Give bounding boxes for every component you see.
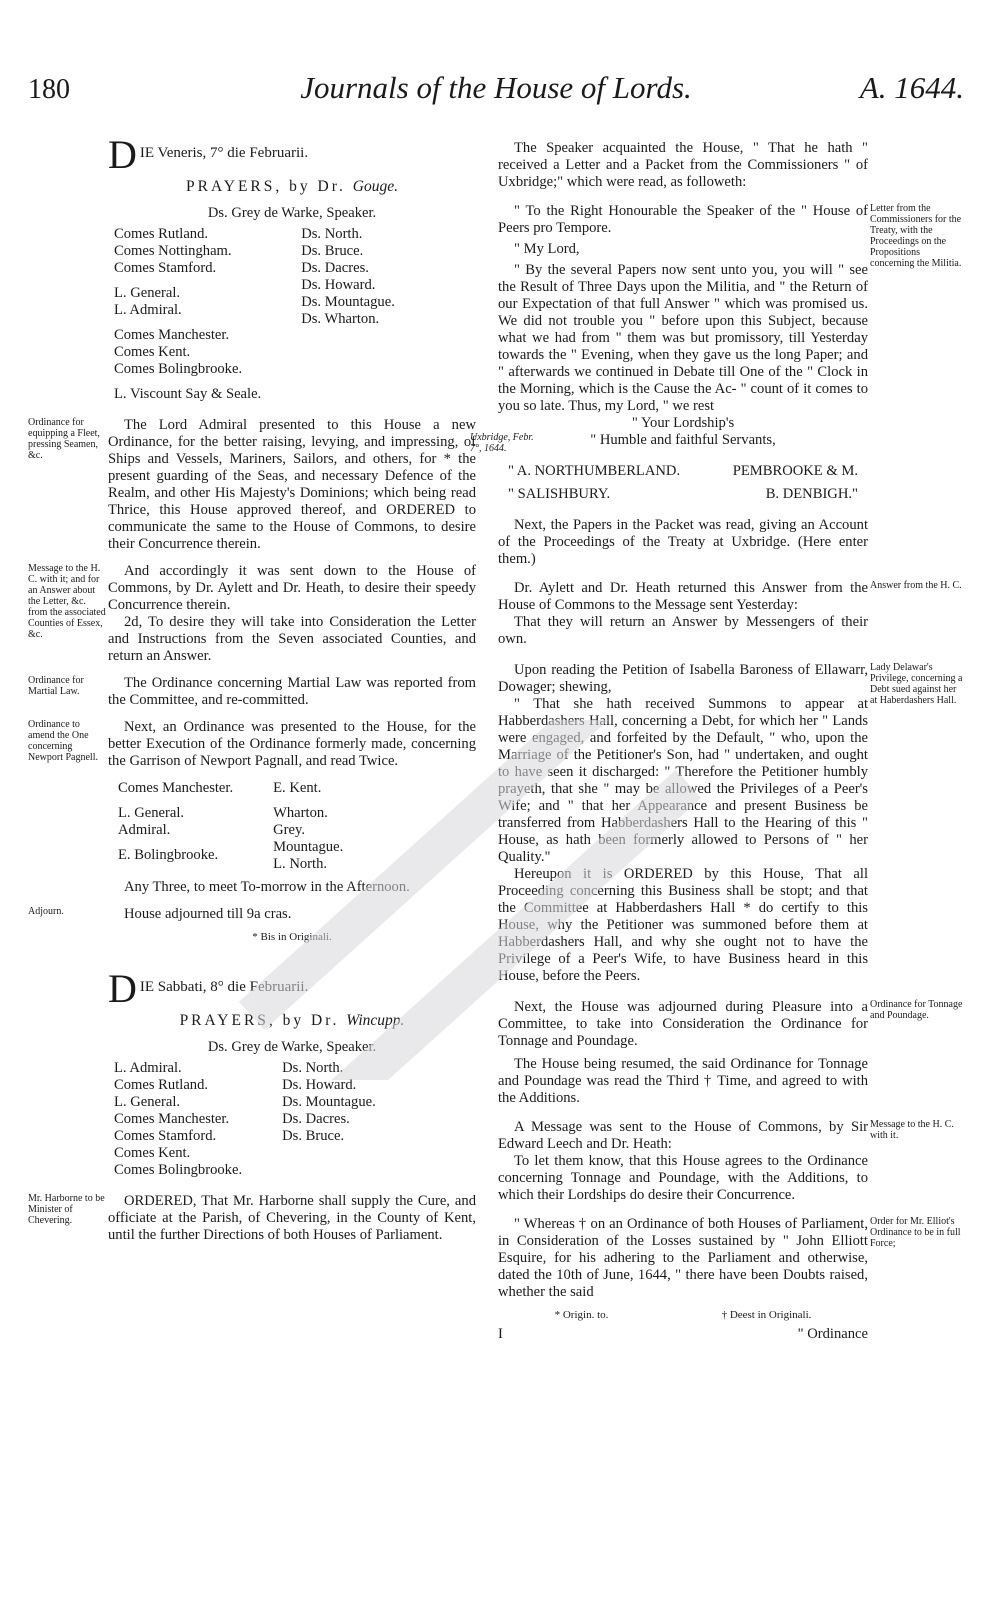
- catchword: " Ordinance: [797, 1326, 868, 1342]
- name-entry: Comes Bolingbrooke.: [114, 1162, 243, 1178]
- name-entry: Grey.: [273, 822, 305, 838]
- name-entry: [118, 797, 233, 805]
- entry-text: Next, the House was adjourned during Pleasure into a Committee, to take into Consideration the Ordinance for Tonnage and Poundage.: [498, 999, 868, 1049]
- entry-message-hc: [28, 563, 476, 665]
- name-entry: Comes Manchester.: [114, 327, 230, 343]
- entry-lady-delawar: [498, 662, 963, 985]
- entry-message-tonnage: [498, 1119, 954, 1204]
- page-foot: [498, 1326, 868, 1343]
- margin-note: Answer from the H. C.: [870, 580, 962, 591]
- margin-note: Message to the H. C. with it.: [870, 1119, 954, 1141]
- entry-text: That they will return an Answer by Messengers of their own.: [498, 614, 868, 647]
- drop-cap: D: [108, 132, 137, 177]
- signatures: " A. NORTHUMBERLAND. PEMBROOKE & M.: [508, 463, 858, 479]
- letter-body: " By the several Papers now sent unto you, you will " see the Result of Three Days upon the Militia, and " the Return of our Expectation of that full Answer " which was promised us. We did not trouble you " before upon this Subject, because what we had from " them was but promissory, till Yesterday towards the " Evening, when they gave us the long Paper; and " afterwards we continued in Debate till One of the " Clock in the Morning, which is the Cause the Ac- " count of it comes to you so late. Thus, my Lord, " we rest: [498, 262, 868, 414]
- entry-tonnage: [498, 999, 963, 1107]
- margin-note: Ordinance for Martial Law.: [28, 675, 84, 697]
- speaker-line: Ds. Grey de Warke, Speaker.: [207, 1039, 377, 1055]
- margin-note: Ordinance for equipping a Fleet, pressing Seamen, &c.: [28, 417, 100, 461]
- entry-text: House adjourned till 9a cras.: [124, 906, 292, 922]
- name-entry: [114, 277, 261, 285]
- entry-text: Dr. Aylett and Dr. Heath returned this Answer from the House of Commons to the Message sent Yesterday:: [498, 580, 868, 613]
- entry-text: The Lord Admiral presented to this House a new Ordinance, for the better raising, levying, and impressing, of Ships and Vessels, Mariners, Sailors, and others, for * the present guarding of the Seas, and necessary Defence of the Realm, and other His Majesty's Dominions; which being read Thrice, this House approved thereof, and ORDERED to communicate the same to the House of Commons, to desire their Concurrence therein.: [108, 417, 476, 552]
- entry-text: A Message was sent to the House of Commons, by Sir Edward Leech and Dr. Heath:: [498, 1119, 868, 1152]
- entry-text: Next, an Ordinance was presented to the House, for the better Execution of the Ordinance formerly made, concerning the Garrison of Newport Pagnall, and read Twice.: [108, 719, 476, 769]
- committee-list: [118, 780, 476, 873]
- name-entry: Ds. North.: [282, 1060, 344, 1076]
- name-entry: Comes Rutland.: [114, 226, 209, 242]
- prayers-line: PRAYERS, by Dr. Wincupp.: [179, 1012, 405, 1029]
- name-entry: L. Viscount Say & Seale.: [114, 386, 262, 402]
- name-entry: [114, 378, 261, 386]
- name-entry: Ds. Dacres.: [301, 260, 369, 276]
- name-entry: Comes Manchester.: [114, 1111, 230, 1127]
- name-entry: Wharton.: [273, 805, 328, 821]
- entry-adjourn: [28, 906, 476, 923]
- entry-harborne: [28, 1193, 476, 1244]
- name-entry: Ds. Mountague.: [282, 1094, 376, 1110]
- name-entry: [273, 797, 343, 805]
- margin-note: Order for Mr. Elliot's Ordinance to be in full Force;: [870, 1216, 961, 1249]
- page-number: 180: [28, 74, 70, 105]
- year-label: A. 1644.: [859, 70, 964, 105]
- entry-text: 2d, To desire they will take into Consideration the Letter and Instructions from the Seven associated Counties, and return an Answer.: [108, 614, 476, 664]
- right-column: [470, 138, 964, 1343]
- entry-text: To let them know, that this House agrees to the Ordinance concerning Tonnage and Poundage, with the Additions, to which their Lordships do desire their Concurrence.: [498, 1153, 868, 1203]
- speaker-line: Ds. Grey de Warke, Speaker.: [207, 205, 377, 221]
- name-entry: L. Admiral.: [114, 1060, 182, 1076]
- name-entry: Comes Manchester.: [118, 780, 234, 796]
- entry-text: The Speaker acquainted the House, " That he hath " received a Letter and a Packet from the Commissioners " of Uxbridge;" which were read, as followeth:: [498, 140, 868, 190]
- running-title: Journals of the House of Lords.: [300, 70, 692, 105]
- left-column: [28, 132, 476, 1244]
- name-entry: Comes Bolingbrooke.: [114, 361, 243, 377]
- name-entry: L. Admiral.: [114, 302, 182, 318]
- letter-closing: " Humble and faithful Servants,: [590, 432, 776, 448]
- name-entry: Ds. Mountague.: [301, 294, 395, 310]
- entry-fleet-ordinance: [28, 417, 476, 553]
- name-entry: L. General.: [114, 285, 181, 301]
- footnotes: [498, 1307, 868, 1324]
- name-entry: L. General.: [114, 1094, 181, 1110]
- day-heading: D IE Sabbati, 8° die Februarii.: [108, 966, 309, 1011]
- entry-answer: [498, 580, 962, 648]
- name-entry: Admiral.: [118, 822, 171, 838]
- attendance-list: [114, 226, 476, 403]
- name-entry: Ds. Howard.: [301, 277, 376, 293]
- margin-note: Ordinance to amend the One concerning Newport Pagnell.: [28, 719, 98, 763]
- name-entry: Comes Stamford.: [114, 260, 217, 276]
- entry-text: " That she hath received Summons to appear at Habberdashers Hall, concerning a Debt, for which her " Lands were engaged, and forfeited by the Default, " who, upon the Marriage of the Petitioner's Son, had " undertaken, and ought to have seen it discharged: " Therefore the Petitioner humbly prayeth, that she " may be allowed the Privileges of a Peer's Wife; and " that her Appearance and present Business be transferred from Habberdashers Hall to the Hearing of this " House, as hath been formerly allowed to Persons of " her Quality.": [498, 696, 868, 865]
- entry-text: Next, the Papers in the Packet was read, giving an Account of the Proceedings of the Treaty at Uxbridge. (Here enter them.): [498, 517, 868, 567]
- signature-mark: I: [498, 1326, 503, 1342]
- name-entry: Comes Nottingham.: [114, 243, 232, 259]
- name-entry: Ds. Dacres.: [282, 1111, 350, 1127]
- any-three: Any Three, to meet To-morrow in the Afternoon.: [124, 879, 410, 895]
- entry-text: And accordingly it was sent down to the House of Commons, by Dr. Aylett and Dr. Heath, to desire their speedy Concurrence therein.: [108, 563, 476, 613]
- letter-address: " To the Right Honourable the Speaker of the " House of Peers pro Tempore.: [498, 203, 868, 236]
- entry-newport-pagnell: [28, 719, 476, 770]
- margin-note: Mr. Harborne to be Minister of Chevering.: [28, 1193, 105, 1226]
- letter-closing: " Your Lordship's: [631, 415, 735, 431]
- margin-note: Lady Delawar's Privilege, concerning a Debt sued against her at Haberdashers Hall.: [870, 662, 963, 706]
- name-entry: Comes Kent.: [114, 344, 191, 360]
- margin-note: Message to the H. C. with it; and for an Answer about the Letter, &c. from the associated Counties of Essex, &c.: [28, 563, 106, 640]
- footnote: * Bis in Originali.: [252, 931, 332, 943]
- attendance-list: [114, 1060, 476, 1179]
- entry-elliot-ordinance: [498, 1216, 961, 1301]
- entry-text: ORDERED, That Mr. Harborne shall supply the Cure, and officiate at the Parish, of Chevering, in the County of Kent, until the further Directions of both Houses of Parliament.: [108, 1193, 476, 1243]
- signatures: " SALISHBURY. B. DENBIGH.": [508, 486, 858, 502]
- name-entry: Comes Rutland.: [114, 1077, 209, 1093]
- entry-text: Upon reading the Petition of Isabella Baroness of Ellawarr, Dowager; shewing,: [498, 662, 868, 695]
- margin-note: Letter from the Commissioners for the Treaty, with the Proceedings on the Propositions concerning the Militia.: [870, 203, 962, 269]
- name-entry: Comes Kent.: [114, 1145, 191, 1161]
- name-entry: E. Bolingbrooke.: [118, 847, 219, 863]
- name-entry: Ds. North.: [301, 226, 363, 242]
- margin-note: Adjourn.: [28, 906, 64, 917]
- entry-text: The House being resumed, the said Ordinance for Tonnage and Poundage was read the Third † Time, and agreed to with the Additions.: [498, 1056, 868, 1106]
- entry-text: The Ordinance concerning Martial Law was reported from the Committee, and re-committed.: [108, 675, 476, 708]
- place-date: Uxbridge, Febr. 7°, 1644.: [470, 432, 534, 454]
- name-entry: Ds. Wharton.: [301, 311, 380, 327]
- margin-note: Ordinance for Tonnage and Poundage.: [870, 999, 963, 1021]
- name-entry: Comes Stamford.: [114, 1128, 217, 1144]
- uxbridge-letter: [470, 203, 962, 503]
- name-entry: L. General.: [118, 805, 185, 821]
- footnote: † Deest in Originali.: [721, 1309, 812, 1321]
- entry-speaker-letter: [498, 140, 868, 191]
- footnote: * Origin. to.: [554, 1309, 609, 1321]
- name-entry: Ds. Howard.: [282, 1077, 357, 1093]
- prayers-line: PRAYERS, by Dr. Gouge.: [186, 178, 398, 195]
- day-heading: D IE Veneris, 7° die Februarii.: [108, 132, 309, 177]
- name-entry: E. Kent.: [273, 780, 322, 796]
- letter-salutation: " My Lord,: [514, 241, 580, 257]
- entry-text: Hereupon it is ORDERED by this House, That all Proceeding concerning this Business shall be stopt; and that the Committee at Habberdashers Hall * do certify to this House, why the Petitioner was summoned before them at Habberdashers Hall, and why she ought not to have the Privilege of a Peer's Wife, to have Business heard in this House, before the Peers.: [498, 866, 868, 984]
- page-header: [28, 70, 964, 126]
- drop-cap: D: [108, 966, 137, 1011]
- name-entry: Ds. Bruce.: [301, 243, 364, 259]
- name-entry: Mountague.: [273, 839, 344, 855]
- name-entry: L. North.: [273, 856, 328, 872]
- entry-martial-law: [28, 675, 476, 709]
- entry-papers: [498, 517, 868, 568]
- entry-text: " Whereas † on an Ordinance of both Houses of Parliament, in Consideration of the Losses sustained by " John Elliott Esquire, for his adhering to the Parliament and otherwise, dated the 10th of June, 1644, " there have been Doubts raised, whether the said: [498, 1216, 868, 1300]
- name-entry: Ds. Bruce.: [282, 1128, 345, 1144]
- name-entry: [118, 839, 233, 847]
- name-entry: [114, 319, 261, 327]
